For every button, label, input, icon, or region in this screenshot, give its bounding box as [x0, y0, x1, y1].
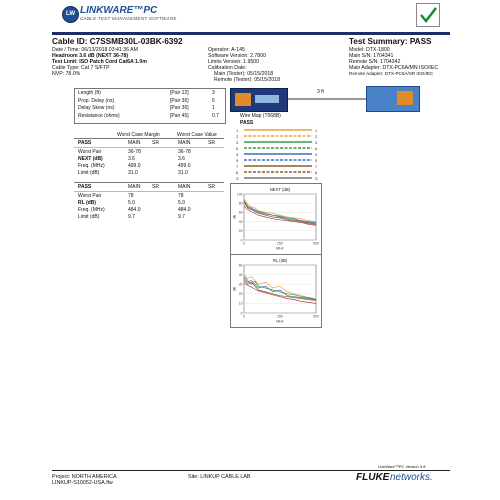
length-row-pair: [Pair 36]: [170, 97, 189, 104]
wiremap-pin-left: 2: [236, 134, 239, 139]
cable-length-label: 3 ft: [317, 89, 324, 95]
chart-x-tick: 250: [277, 314, 283, 319]
col-sr: SR: [152, 140, 159, 146]
margin-row-main: 9.7: [128, 214, 135, 220]
footer-rule: [52, 470, 450, 471]
margin-row-label: Worst Pair: [78, 193, 102, 199]
wiremap-pin-left: S: [236, 176, 239, 181]
value-row-main: 5.0: [178, 200, 185, 206]
value-row-main: 9.7: [178, 214, 185, 220]
chart-y-tick: 10: [238, 301, 243, 306]
margin-block-rule: [74, 138, 224, 139]
result-checkbox: [416, 3, 440, 27]
margin-row-main: 499.0: [128, 163, 141, 169]
wiremap-title: Wire Map (T568B): [240, 113, 281, 119]
margin-header-rule: [74, 191, 224, 192]
margin-row-main: 31.0: [128, 170, 138, 176]
length-row-label: Length (ft): [78, 90, 101, 96]
wiremap-pin-left: 8: [236, 170, 239, 175]
margin-row-main: 36-78: [128, 149, 141, 155]
software-version: Software Version: 2.7800: [208, 53, 266, 59]
linkware-logo-badge: LW: [62, 6, 79, 23]
wiremap-pin-right: 4: [315, 152, 318, 157]
networks-logo: networks.: [390, 472, 433, 483]
main-serial: Main S/N: 1704341: [349, 53, 394, 59]
wiremap-status: PASS: [240, 120, 254, 126]
chart-y-tick: 80: [238, 201, 243, 206]
project: Project: NORTH AMERICA: [52, 474, 117, 480]
checkmark-icon: [417, 4, 439, 26]
chart-y-tick: 60: [238, 210, 243, 215]
project-file: LINKUP-S10052-USA.flw: [52, 480, 113, 486]
chart-y-tick: 0: [240, 238, 243, 243]
value-row-main: 499.0: [178, 163, 191, 169]
length-row-value: 0.7: [212, 112, 219, 119]
chart-y-tick: 40: [238, 272, 243, 277]
chart-x-tick: 0: [243, 314, 245, 319]
chart-y-tick: 50: [238, 263, 243, 268]
col-sr: SR: [208, 184, 215, 190]
model: Model: DTX-1800: [349, 47, 390, 53]
length-row-label: Resistance (ohms): [78, 112, 120, 119]
chart-y-label: dB: [232, 286, 237, 292]
col-sr: SR: [152, 184, 159, 190]
nvp: NVP: 78.0%: [52, 71, 81, 77]
chart-y-tick: 20: [238, 292, 243, 297]
margin-row-main: 78: [128, 193, 134, 199]
chart-x-label: MHz: [276, 319, 284, 324]
length-row-label: Prop. Delay (ns): [78, 97, 115, 104]
margin-header-rule: [74, 147, 224, 148]
software-version-footer: LinkWare™PC Version 9.8: [378, 464, 426, 469]
chart-x-tick: 500: [313, 314, 319, 319]
product-name: LINKWARE™PC: [80, 5, 158, 16]
cable-type: Cable Type: Cat 7 S/FTP: [52, 65, 110, 71]
wiremap-pin-right: 1: [315, 128, 318, 133]
product-subtitle: CABLE TEST MANAGEMENT SOFTWARE: [80, 16, 177, 21]
chart-title: RL (dB): [272, 258, 288, 263]
length-row-label: Delay Skew (ns): [78, 105, 115, 111]
col-main: MAIN: [128, 184, 141, 190]
wiremap-pin-left: 6: [236, 146, 239, 151]
wiremap-pin-left: 3: [236, 140, 239, 145]
margin-row-label: NEXT (dB): [78, 156, 103, 162]
calibration-main: Main (Tester): 05/15/2018: [214, 71, 274, 77]
next-chart: [232, 185, 320, 251]
limits-version: Limits Version: 1.9500: [208, 59, 260, 65]
length-row-value: 1: [212, 105, 215, 111]
margin-row-label: Limit (dB): [78, 214, 100, 220]
chart-y-tick: 40: [238, 219, 243, 224]
length-row-pair: [Pair 45]: [170, 112, 189, 119]
chart-y-label: dB: [232, 214, 237, 220]
chart-y-tick: 30: [238, 282, 243, 287]
fluke-logo: FLUKE: [356, 472, 390, 483]
remote-tester-icon: [366, 86, 420, 112]
worst-case-value-header: Worst Case Value: [177, 132, 217, 138]
col-main: MAIN: [178, 140, 191, 146]
col-sr: SR: [208, 140, 215, 146]
wiremap-pin-right: 3: [315, 140, 318, 145]
test-summary: Test Summary: PASS: [349, 37, 432, 46]
value-row-main: 78: [178, 193, 184, 199]
value-row-main: 31.0: [178, 170, 188, 176]
value-row-main: 484.0: [178, 207, 191, 213]
chart-y-tick: 100: [236, 192, 243, 197]
margin-row-main: 484.0: [128, 207, 141, 213]
chart-y-tick: 20: [238, 229, 243, 234]
col-main: MAIN: [178, 184, 191, 190]
wiremap-pin-right: S: [315, 176, 318, 181]
test-limit: Test Limit: ISO Patch Cord Cat6A 1.0m: [52, 59, 147, 65]
margin-row-main: 3.6: [128, 156, 135, 162]
length-row-value: 3: [212, 90, 215, 96]
wiremap-pin-left: 1: [236, 128, 239, 133]
chart-x-tick: 0: [243, 241, 245, 246]
margin-row-label: Freq. (MHz): [78, 163, 105, 169]
length-row-pair: [Pair 12]: [170, 90, 189, 96]
length-row-value: 5: [212, 97, 215, 104]
headroom: Headroom 3.6 dB (NEXT 36-78): [52, 53, 129, 59]
wiremap-pin-left: 5: [236, 158, 239, 163]
site: Site: LINKUP CABLE LAB: [188, 474, 251, 480]
cable-line: [286, 96, 366, 102]
chart-x-tick: 250: [277, 241, 283, 246]
chart-x-label: MHz: [276, 246, 284, 251]
margin-block-status: PASS: [78, 184, 92, 190]
margin-row-label: Worst Pair: [78, 149, 102, 155]
date-time: Date / Time: 06/13/2018 03:41:36 AM: [52, 47, 138, 53]
wiremap-pin-right: 6: [315, 146, 318, 151]
value-row-main: 3.6: [178, 156, 185, 162]
margin-row-label: RL (dB): [78, 200, 96, 206]
header-divider-bar: [52, 32, 450, 35]
wiremap-pin-left: 7: [236, 164, 239, 169]
chart-y-tick: 0: [240, 311, 243, 316]
wiremap-pin-right: 2: [315, 134, 318, 139]
worst-case-margin-header: Worst Case Margin: [117, 132, 160, 138]
wiremap-pin-right: 5: [315, 158, 318, 163]
chart-x-tick: 500: [313, 241, 319, 246]
margin-block-rule: [74, 182, 224, 183]
value-row-main: 36-78: [178, 149, 191, 155]
length-row-pair: [Pair 36]: [170, 105, 189, 111]
chart-title: NEXT (dB): [269, 187, 291, 192]
calibration-date: Calibration Date:: [208, 65, 247, 71]
remote-adapter: Remote Adapter: DTX-PC6A/SR ISO/IEC: [349, 71, 434, 76]
main-tester-icon: [230, 88, 288, 112]
wiremap-pin-left: 4: [236, 152, 239, 157]
remote-serial: Remote S/N: 1704342: [349, 59, 401, 65]
rl-chart: [232, 256, 320, 324]
wiremap-pin-right: 7: [315, 164, 318, 169]
margin-row-main: 5.0: [128, 200, 135, 206]
calibration-remote: Remote (Tester): 05/15/2018: [214, 77, 281, 83]
cable-id: Cable ID: C7SSMB30L-03BK-6392: [52, 37, 183, 46]
col-main: MAIN: [128, 140, 141, 146]
margin-block-status: PASS: [78, 140, 92, 146]
wiremap-diagram: [234, 126, 324, 182]
operator: Operator: A-145: [208, 47, 245, 53]
wiremap-pin-right: 8: [315, 170, 318, 175]
margin-row-label: Freq. (MHz): [78, 207, 105, 213]
margin-row-label: Limit (dB): [78, 170, 100, 176]
main-adapter: Main Adapter: DTX-PC6A/MN ISO/IEC: [349, 65, 439, 71]
